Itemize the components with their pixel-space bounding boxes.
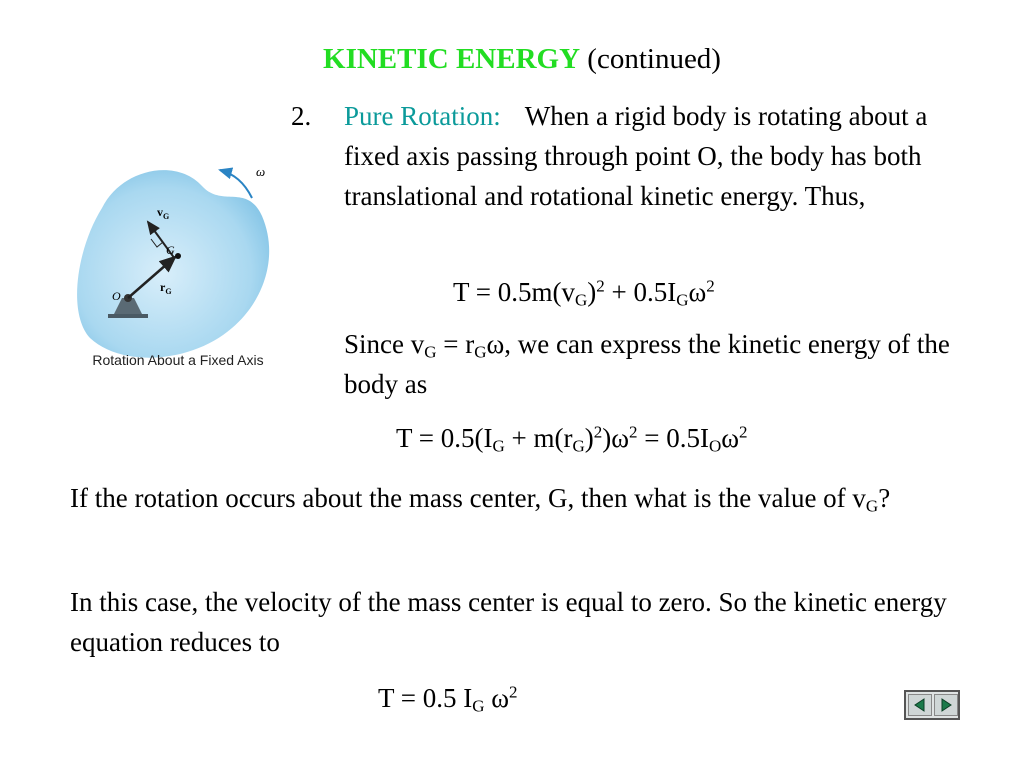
G-label: G	[166, 243, 175, 257]
rotation-figure	[62, 138, 284, 378]
vG-label: $v_G$	[157, 205, 170, 221]
O-label: O	[112, 289, 121, 303]
title-rest: (continued)	[587, 43, 721, 75]
triangle-left-icon	[912, 697, 928, 713]
slide-title	[0, 40, 1024, 78]
equation-2: $T = 0.5(I_G + m(r_G)^2)\omega^2 = 0.5I_O\omega^2$	[396, 422, 748, 456]
figure-caption: Rotation About a Fixed Axis	[92, 352, 264, 368]
next-slide-button[interactable]	[934, 694, 958, 716]
equation-1: $T = 0.5m(v_G)^2 + 0.5I_G\omega^2$	[453, 276, 715, 310]
title-keyword: KINETIC ENERGY	[323, 43, 581, 75]
rotation-arrow	[220, 170, 252, 198]
answer-paragraph: In this case, the velocity of the mass center is equal to zero. So the kinetic energy equation reduces to	[70, 587, 947, 657]
question-paragraph: If the rotation occurs about the mass center, G, then what is the value of $v_G$?	[70, 483, 891, 516]
triangle-right-icon	[938, 697, 954, 713]
since-paragraph: Since $v_G = r_G\omega$, we can express the kinetic energy of the body as	[344, 329, 950, 399]
section-heading: Pure Rotation:	[344, 101, 501, 131]
section-body: When a rigid body is rotating about a fixed axis passing through point O, the body has both translational and rotational kinetic energy. Thus,	[344, 101, 928, 211]
section-number: 2.	[291, 101, 312, 131]
rG-label: $r_G$	[160, 280, 172, 296]
section-paragraph	[344, 96, 964, 216]
equation-3: T = 0.5 $I_G$ $\omega^2$	[378, 682, 518, 716]
previous-slide-button[interactable]	[908, 694, 932, 716]
navigation-buttons	[904, 690, 960, 720]
omega-label: ω	[256, 164, 266, 179]
rigid-body-shape	[77, 170, 269, 358]
